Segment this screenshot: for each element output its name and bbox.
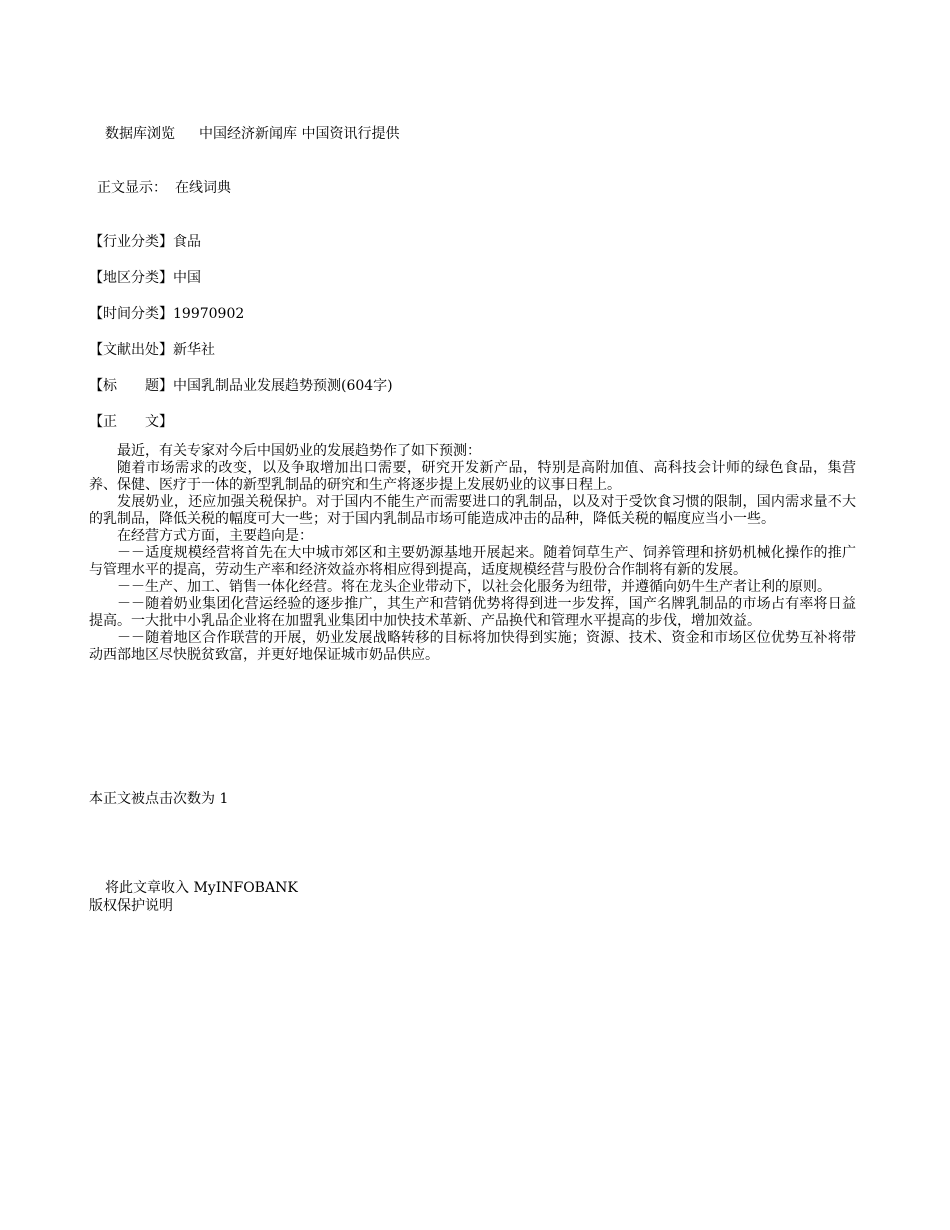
meta-value: 食品 bbox=[173, 234, 201, 250]
database-browse-link[interactable]: 数据库浏览 bbox=[105, 126, 175, 142]
meta-key: 【行业分类】 bbox=[89, 234, 173, 250]
database-name: 中国经济新闻库 bbox=[199, 126, 297, 142]
article-title: 中国乳制品业发展趋势预测(604字) bbox=[173, 378, 393, 394]
meta-key: 【标 题】 bbox=[89, 378, 173, 394]
display-bar bbox=[97, 179, 231, 197]
save-to-myinfobank-link[interactable]: 将此文章收入 MyINFOBANK bbox=[105, 880, 298, 896]
article-body bbox=[89, 443, 856, 664]
article-paragraph: －－适度规模经营将首先在大中城市郊区和主要奶源基地开展起来。随着饲草生产、饲养管理和挤奶机械化操作的推广与管理水平的提高，劳动生产率和经济效益亦将相应得到提高，适度规模经营与股份合作制将有新的发展。 bbox=[89, 545, 856, 578]
meta-body-label bbox=[89, 413, 173, 431]
article-paragraph: 发展奶业，还应加强关税保护。对于国内不能生产而需要进口的乳制品，以及对于受饮食习惯的限制，国内需求量不大的乳制品，降低关税的幅度可大一些；对于国内乳制品市场可能造成冲击的品种，降低关税的幅度应当小一些。 bbox=[89, 494, 856, 527]
provider-text: 中国资讯行提供 bbox=[301, 126, 400, 142]
meta-value: 中国 bbox=[173, 270, 201, 286]
article-paragraph: －－随着地区合作联营的开展，奶业发展战略转移的目标将加快得到实施；资源、技术、资金和市场区位优势互补将带动西部地区尽快脱贫致富，并更好地保证城市奶品供应。 bbox=[89, 630, 856, 663]
article-paragraph: 在经营方式方面，主要趋向是： bbox=[117, 528, 313, 544]
display-label: 正文显示： bbox=[97, 180, 167, 196]
meta-region bbox=[89, 269, 201, 287]
meta-time bbox=[89, 305, 244, 323]
copyright-notice bbox=[89, 897, 173, 915]
meta-key: 【文献出处】 bbox=[89, 342, 173, 358]
meta-source bbox=[89, 341, 215, 359]
meta-key: 【正 文】 bbox=[89, 414, 173, 430]
article-paragraph: 随着市场需求的改变，以及争取增加出口需要，研究开发新产品，特别是高附加值、高科技会计师的绿色食品，集营养、保健、医疗于一体的新型乳制品的研究和生产将逐步提上发展奶业的议事日程上。 bbox=[89, 460, 856, 493]
save-to-myinfobank bbox=[105, 879, 298, 897]
meta-value: 新华社 bbox=[173, 342, 215, 358]
copyright-link[interactable]: 版权保护说明 bbox=[89, 898, 173, 914]
meta-key: 【时间分类】 bbox=[89, 306, 173, 322]
meta-title bbox=[89, 377, 393, 395]
meta-value: 19970902 bbox=[173, 306, 245, 322]
click-count: 本正文被点击次数为 1 bbox=[89, 791, 229, 807]
article-paragraph: －－随着奶业集团化营运经验的逐步推广，其生产和营销优势将得到进一步发挥，国产名牌乳制品的市场占有率将日益提高。一大批中小乳品企业将在加盟乳业集团中加快技术革新、产品换代和管理水平提高的步伐，增加效益。 bbox=[89, 596, 856, 629]
top-nav bbox=[105, 125, 399, 143]
meta-key: 【地区分类】 bbox=[89, 270, 173, 286]
meta-industry bbox=[89, 233, 201, 251]
article-paragraph: 最近，有关专家对今后中国奶业的发展趋势作了如下预测： bbox=[117, 443, 481, 459]
article-paragraph: －－生产、加工、销售一体化经营。将在龙头企业带动下，以社会化服务为纽带，并遵循向奶牛生产者让利的原则。 bbox=[117, 579, 831, 595]
online-dictionary-link[interactable]: 在线词典 bbox=[175, 180, 231, 196]
